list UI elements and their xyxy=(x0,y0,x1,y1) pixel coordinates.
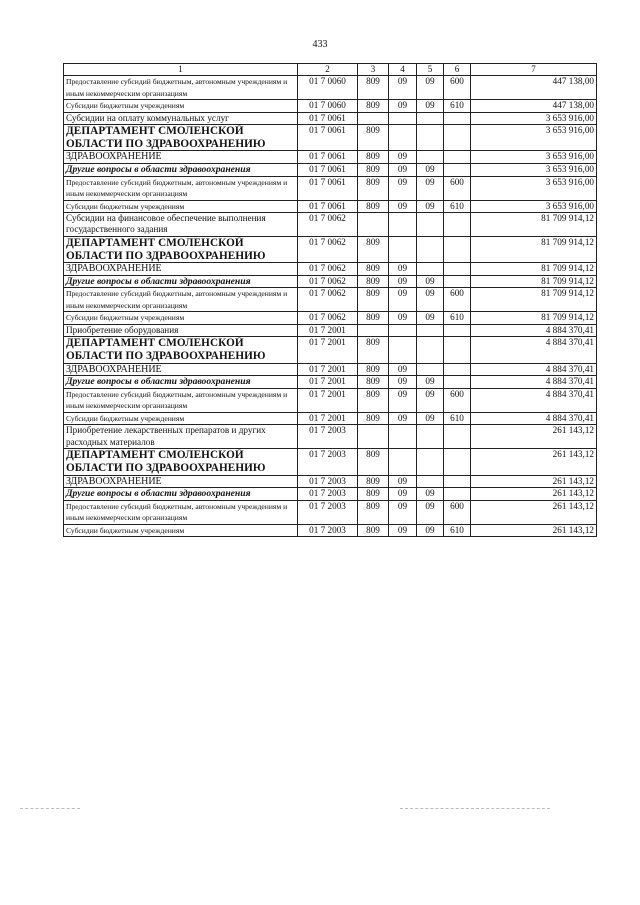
row-pr: 09 xyxy=(417,312,444,325)
row-pr: 09 xyxy=(417,176,444,200)
row-amount: 3 653 916,00 xyxy=(471,200,597,213)
table-row xyxy=(64,200,597,213)
row-rz: 09 xyxy=(389,288,417,312)
row-amount: 81 709 914,12 xyxy=(471,312,597,325)
row-vr: 600 xyxy=(444,388,471,412)
row-name: ЗДРАВООХРАНЕНИЕ xyxy=(64,151,298,163)
row-vr xyxy=(444,324,471,336)
row-grbs: 809 xyxy=(358,500,389,524)
row-rz xyxy=(389,112,417,124)
row-rz: 09 xyxy=(389,500,417,524)
row-pr xyxy=(417,363,444,375)
row-name: Предоставление субсидий бюджетным, автономным учреждениям и иным некоммерческим организациям xyxy=(64,388,298,412)
row-vr: 610 xyxy=(444,200,471,213)
row-name: ДЕПАРТАМЕНТ СМОЛЕНСКОЙ ОБЛАСТИ ПО ЗДРАВООХРАНЕНИЮ xyxy=(64,449,298,475)
row-vr xyxy=(444,376,471,389)
row-csr: 01 7 2003 xyxy=(298,425,358,449)
row-name: Другие вопросы в области здравоохранения xyxy=(64,163,298,176)
table-row xyxy=(64,263,597,275)
row-grbs: 809 xyxy=(358,337,389,363)
header-col-5: 5 xyxy=(417,64,444,76)
row-grbs: 809 xyxy=(358,100,389,113)
row-pr xyxy=(417,213,444,237)
row-name: Предоставление субсидий бюджетным, автономным учреждениям и иным некоммерческим организациям xyxy=(64,288,298,312)
row-name: ДЕПАРТАМЕНТ СМОЛЕНСКОЙ ОБЛАСТИ ПО ЗДРАВООХРАНЕНИЮ xyxy=(64,236,298,262)
row-rz: 09 xyxy=(389,388,417,412)
row-rz: 09 xyxy=(389,151,417,163)
row-rz: 09 xyxy=(389,363,417,375)
row-amount: 4 884 370,41 xyxy=(471,388,597,412)
row-vr xyxy=(444,112,471,124)
row-rz: 09 xyxy=(389,263,417,275)
table-row xyxy=(64,524,597,537)
row-amount: 4 884 370,41 xyxy=(471,412,597,425)
row-pr: 09 xyxy=(417,488,444,501)
table-row xyxy=(64,376,597,389)
row-vr xyxy=(444,163,471,176)
row-grbs xyxy=(358,425,389,449)
row-csr: 01 7 0061 xyxy=(298,176,358,200)
table-row xyxy=(64,236,597,262)
row-csr: 01 7 2003 xyxy=(298,488,358,501)
table-row xyxy=(64,176,597,200)
row-amount: 81 709 914,12 xyxy=(471,263,597,275)
table-row xyxy=(64,475,597,487)
scan-artifact-line xyxy=(20,808,80,809)
row-amount: 81 709 914,12 xyxy=(471,275,597,288)
row-grbs xyxy=(358,213,389,237)
budget-table xyxy=(63,63,597,537)
row-grbs: 809 xyxy=(358,176,389,200)
row-pr: 09 xyxy=(417,100,444,113)
row-csr: 01 7 2003 xyxy=(298,500,358,524)
row-vr xyxy=(444,475,471,487)
row-csr: 01 7 0062 xyxy=(298,312,358,325)
row-pr: 09 xyxy=(417,200,444,213)
row-name: Субсидии бюджетным учреждениям xyxy=(64,312,298,325)
row-amount: 4 884 370,41 xyxy=(471,363,597,375)
row-csr: 01 7 2001 xyxy=(298,363,358,375)
row-pr: 09 xyxy=(417,275,444,288)
row-pr: 09 xyxy=(417,288,444,312)
row-pr xyxy=(417,449,444,475)
row-csr: 01 7 0061 xyxy=(298,163,358,176)
header-col-4: 4 xyxy=(389,64,417,76)
row-vr xyxy=(444,275,471,288)
row-rz: 09 xyxy=(389,200,417,213)
row-grbs xyxy=(358,324,389,336)
row-rz: 09 xyxy=(389,275,417,288)
table-header-row xyxy=(64,64,597,76)
row-vr xyxy=(444,124,471,150)
header-col-6: 6 xyxy=(444,64,471,76)
row-amount: 261 143,12 xyxy=(471,425,597,449)
row-vr xyxy=(444,236,471,262)
page-number: 433 xyxy=(312,39,328,50)
row-name: Приобретение лекарственных препаратов и других расходных материалов xyxy=(64,425,298,449)
row-rz: 09 xyxy=(389,312,417,325)
row-vr: 600 xyxy=(444,288,471,312)
table-row xyxy=(64,275,597,288)
row-amount: 4 884 370,41 xyxy=(471,324,597,336)
row-amount: 447 138,00 xyxy=(471,100,597,113)
row-pr: 09 xyxy=(417,524,444,537)
row-grbs: 809 xyxy=(358,236,389,262)
row-pr: 09 xyxy=(417,412,444,425)
row-pr xyxy=(417,236,444,262)
row-name: Другие вопросы в области здравоохранения xyxy=(64,376,298,389)
table-row xyxy=(64,163,597,176)
table-row xyxy=(64,425,597,449)
row-grbs: 809 xyxy=(358,363,389,375)
row-pr: 09 xyxy=(417,388,444,412)
row-rz: 09 xyxy=(389,488,417,501)
table-row xyxy=(64,213,597,237)
row-csr: 01 7 2001 xyxy=(298,337,358,363)
row-csr: 01 7 2003 xyxy=(298,475,358,487)
row-rz xyxy=(389,337,417,363)
row-amount: 4 884 370,41 xyxy=(471,337,597,363)
row-amount: 3 653 916,00 xyxy=(471,124,597,150)
table-row xyxy=(64,363,597,375)
row-vr: 610 xyxy=(444,524,471,537)
row-pr: 09 xyxy=(417,163,444,176)
row-amount: 4 884 370,41 xyxy=(471,376,597,389)
row-vr xyxy=(444,263,471,275)
row-csr: 01 7 2001 xyxy=(298,412,358,425)
row-csr: 01 7 0062 xyxy=(298,288,358,312)
row-name: Субсидии бюджетным учреждениям xyxy=(64,412,298,425)
row-vr: 600 xyxy=(444,176,471,200)
row-rz: 09 xyxy=(389,475,417,487)
scan-artifact-line xyxy=(400,808,550,809)
row-rz xyxy=(389,449,417,475)
row-rz xyxy=(389,236,417,262)
row-amount: 81 709 914,12 xyxy=(471,236,597,262)
table-row xyxy=(64,151,597,163)
row-vr xyxy=(444,363,471,375)
row-grbs: 809 xyxy=(358,488,389,501)
row-vr xyxy=(444,488,471,501)
row-rz xyxy=(389,124,417,150)
row-rz: 09 xyxy=(389,376,417,389)
row-rz: 09 xyxy=(389,176,417,200)
row-amount: 261 143,12 xyxy=(471,475,597,487)
row-vr: 610 xyxy=(444,100,471,113)
row-rz: 09 xyxy=(389,412,417,425)
row-grbs: 809 xyxy=(358,275,389,288)
row-rz xyxy=(389,324,417,336)
header-col-3: 3 xyxy=(358,64,389,76)
header-col-2: 2 xyxy=(298,64,358,76)
row-csr: 01 7 0062 xyxy=(298,263,358,275)
row-amount: 81 709 914,12 xyxy=(471,288,597,312)
row-amount: 261 143,12 xyxy=(471,500,597,524)
row-name: Субсидии бюджетным учреждениям xyxy=(64,100,298,113)
table-row xyxy=(64,100,597,113)
row-name: Субсидии на оплату коммунальных услуг xyxy=(64,112,298,124)
row-name: Субсидии бюджетным учреждениям xyxy=(64,200,298,213)
table-row xyxy=(64,388,597,412)
row-pr: 09 xyxy=(417,76,444,100)
row-grbs: 809 xyxy=(358,312,389,325)
row-csr: 01 7 0060 xyxy=(298,100,358,113)
table-row xyxy=(64,76,597,100)
row-amount: 261 143,12 xyxy=(471,524,597,537)
header-col-7: 7 xyxy=(471,64,597,76)
row-csr: 01 7 0062 xyxy=(298,275,358,288)
row-vr xyxy=(444,213,471,237)
table-row xyxy=(64,312,597,325)
row-grbs: 809 xyxy=(358,76,389,100)
row-csr: 01 7 0061 xyxy=(298,124,358,150)
row-pr: 09 xyxy=(417,500,444,524)
row-grbs: 809 xyxy=(358,449,389,475)
row-vr: 610 xyxy=(444,312,471,325)
row-grbs: 809 xyxy=(358,524,389,537)
row-pr xyxy=(417,124,444,150)
row-grbs: 809 xyxy=(358,388,389,412)
table-row xyxy=(64,324,597,336)
row-name: Другие вопросы в области здравоохранения xyxy=(64,488,298,501)
header-col-1: 1 xyxy=(64,64,298,76)
row-csr: 01 7 2003 xyxy=(298,449,358,475)
row-name: Субсидии бюджетным учреждениям xyxy=(64,524,298,537)
table-row xyxy=(64,500,597,524)
row-amount: 261 143,12 xyxy=(471,449,597,475)
row-grbs: 809 xyxy=(358,475,389,487)
row-pr xyxy=(417,425,444,449)
row-grbs: 809 xyxy=(358,124,389,150)
row-pr xyxy=(417,337,444,363)
row-pr xyxy=(417,151,444,163)
row-name: Субсидии на финансовое обеспечение выполнения государственного задания xyxy=(64,213,298,237)
row-grbs: 809 xyxy=(358,163,389,176)
row-grbs: 809 xyxy=(358,151,389,163)
row-amount: 3 653 916,00 xyxy=(471,176,597,200)
row-rz: 09 xyxy=(389,163,417,176)
table-row xyxy=(64,112,597,124)
row-grbs: 809 xyxy=(358,288,389,312)
table-row xyxy=(64,449,597,475)
row-csr: 01 7 0061 xyxy=(298,151,358,163)
row-amount: 81 709 914,12 xyxy=(471,213,597,237)
table-row xyxy=(64,124,597,150)
row-vr xyxy=(444,449,471,475)
row-name: Предоставление субсидий бюджетным, автономным учреждениям и иным некоммерческим организациям xyxy=(64,76,298,100)
row-grbs xyxy=(358,112,389,124)
row-rz: 09 xyxy=(389,76,417,100)
row-csr: 01 7 0061 xyxy=(298,200,358,213)
row-vr xyxy=(444,337,471,363)
table-body xyxy=(64,76,597,537)
row-amount: 261 143,12 xyxy=(471,488,597,501)
row-amount: 3 653 916,00 xyxy=(471,163,597,176)
row-rz xyxy=(389,213,417,237)
row-pr xyxy=(417,112,444,124)
row-rz: 09 xyxy=(389,524,417,537)
row-csr: 01 7 0060 xyxy=(298,76,358,100)
row-rz xyxy=(389,425,417,449)
table-row xyxy=(64,412,597,425)
row-grbs: 809 xyxy=(358,263,389,275)
row-pr xyxy=(417,475,444,487)
row-pr xyxy=(417,263,444,275)
row-vr: 610 xyxy=(444,412,471,425)
row-name: ЗДРАВООХРАНЕНИЕ xyxy=(64,475,298,487)
row-name: ЗДРАВООХРАНЕНИЕ xyxy=(64,363,298,375)
table-row xyxy=(64,288,597,312)
row-name: ДЕПАРТАМЕНТ СМОЛЕНСКОЙ ОБЛАСТИ ПО ЗДРАВООХРАНЕНИЮ xyxy=(64,337,298,363)
row-csr: 01 7 0061 xyxy=(298,112,358,124)
row-name: Предоставление субсидий бюджетным, автономным учреждениям и иным некоммерческим организациям xyxy=(64,500,298,524)
row-name: ЗДРАВООХРАНЕНИЕ xyxy=(64,263,298,275)
row-csr: 01 7 2001 xyxy=(298,324,358,336)
row-csr: 01 7 0062 xyxy=(298,236,358,262)
row-name: ДЕПАРТАМЕНТ СМОЛЕНСКОЙ ОБЛАСТИ ПО ЗДРАВООХРАНЕНИЮ xyxy=(64,124,298,150)
row-csr: 01 7 2001 xyxy=(298,376,358,389)
row-rz: 09 xyxy=(389,100,417,113)
row-amount: 447 138,00 xyxy=(471,76,597,100)
row-amount: 3 653 916,00 xyxy=(471,112,597,124)
row-csr: 01 7 2001 xyxy=(298,388,358,412)
row-vr: 600 xyxy=(444,76,471,100)
table-row xyxy=(64,337,597,363)
row-grbs: 809 xyxy=(358,200,389,213)
row-name: Приобретение оборудования xyxy=(64,324,298,336)
row-grbs: 809 xyxy=(358,376,389,389)
row-vr xyxy=(444,425,471,449)
row-vr xyxy=(444,151,471,163)
row-name: Другие вопросы в области здравоохранения xyxy=(64,275,298,288)
row-pr xyxy=(417,324,444,336)
row-pr: 09 xyxy=(417,376,444,389)
row-name: Предоставление субсидий бюджетным, автономным учреждениям и иным некоммерческим организациям xyxy=(64,176,298,200)
row-csr: 01 7 2003 xyxy=(298,524,358,537)
row-amount: 3 653 916,00 xyxy=(471,151,597,163)
table-row xyxy=(64,488,597,501)
row-vr: 600 xyxy=(444,500,471,524)
row-grbs: 809 xyxy=(358,412,389,425)
row-csr: 01 7 0062 xyxy=(298,213,358,237)
